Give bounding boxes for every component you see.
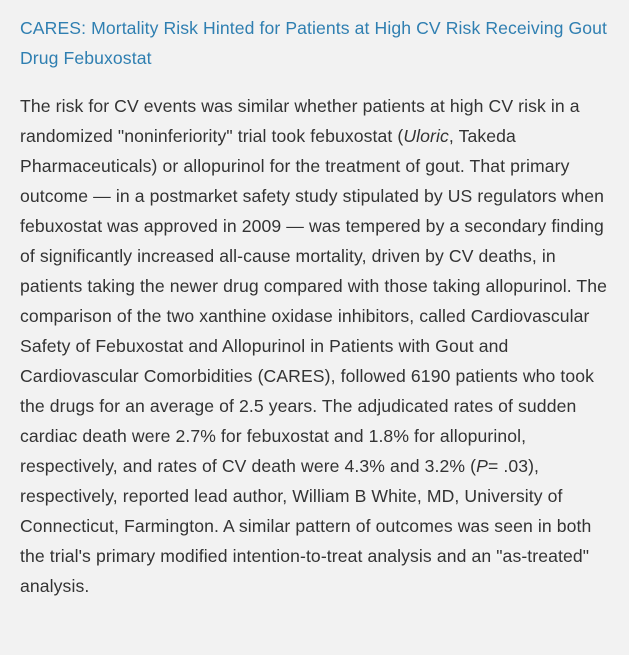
brand-name: Uloric (403, 126, 449, 146)
article-body (20, 91, 609, 601)
body-text-segment: = .03), respectively, reported lead author, William B White, MD, University of Connecticut, Farmington. A similar pattern of outcomes was seen in both the trial's primary modified intention-to-treat analysis and an "as-treated" analysis. (20, 456, 592, 596)
article-headline[interactable]: CARES: Mortality Risk Hinted for Patients at High CV Risk Receiving Gout Drug Febuxostat (20, 18, 608, 68)
body-text-segment: , Takeda Pharmaceuticals) or allopurinol for the treatment of gout. That primary outcome — in a postmarket safety study stipulated by US regulators when febuxostat was approved in 2009 — was tempered by a secondary finding of significantly increased all-cause mortality, driven by CV deaths, in patients taking the newer drug compared with those taking allopurinol. The comparison of the two xanthine oxidase inhibitors, called Cardiovascular Safety of Febuxostat and Allopurinol in Patients with Gout and Cardiovascular Comorbidities (CARES), followed 6190 patients who took the drugs for an average of 2.5 years. The adjudicated rates of sudden cardiac death were 2.7% for febuxostat and 1.8% for allopurinol, respectively, and rates of CV death were 4.3% and 3.2% ( (20, 126, 608, 476)
p-value-symbol: P (476, 456, 488, 476)
body-text-segment: The risk for CV events was similar whether patients at high CV risk in a randomized "noninferiority" trial took febuxostat ( (20, 96, 580, 146)
